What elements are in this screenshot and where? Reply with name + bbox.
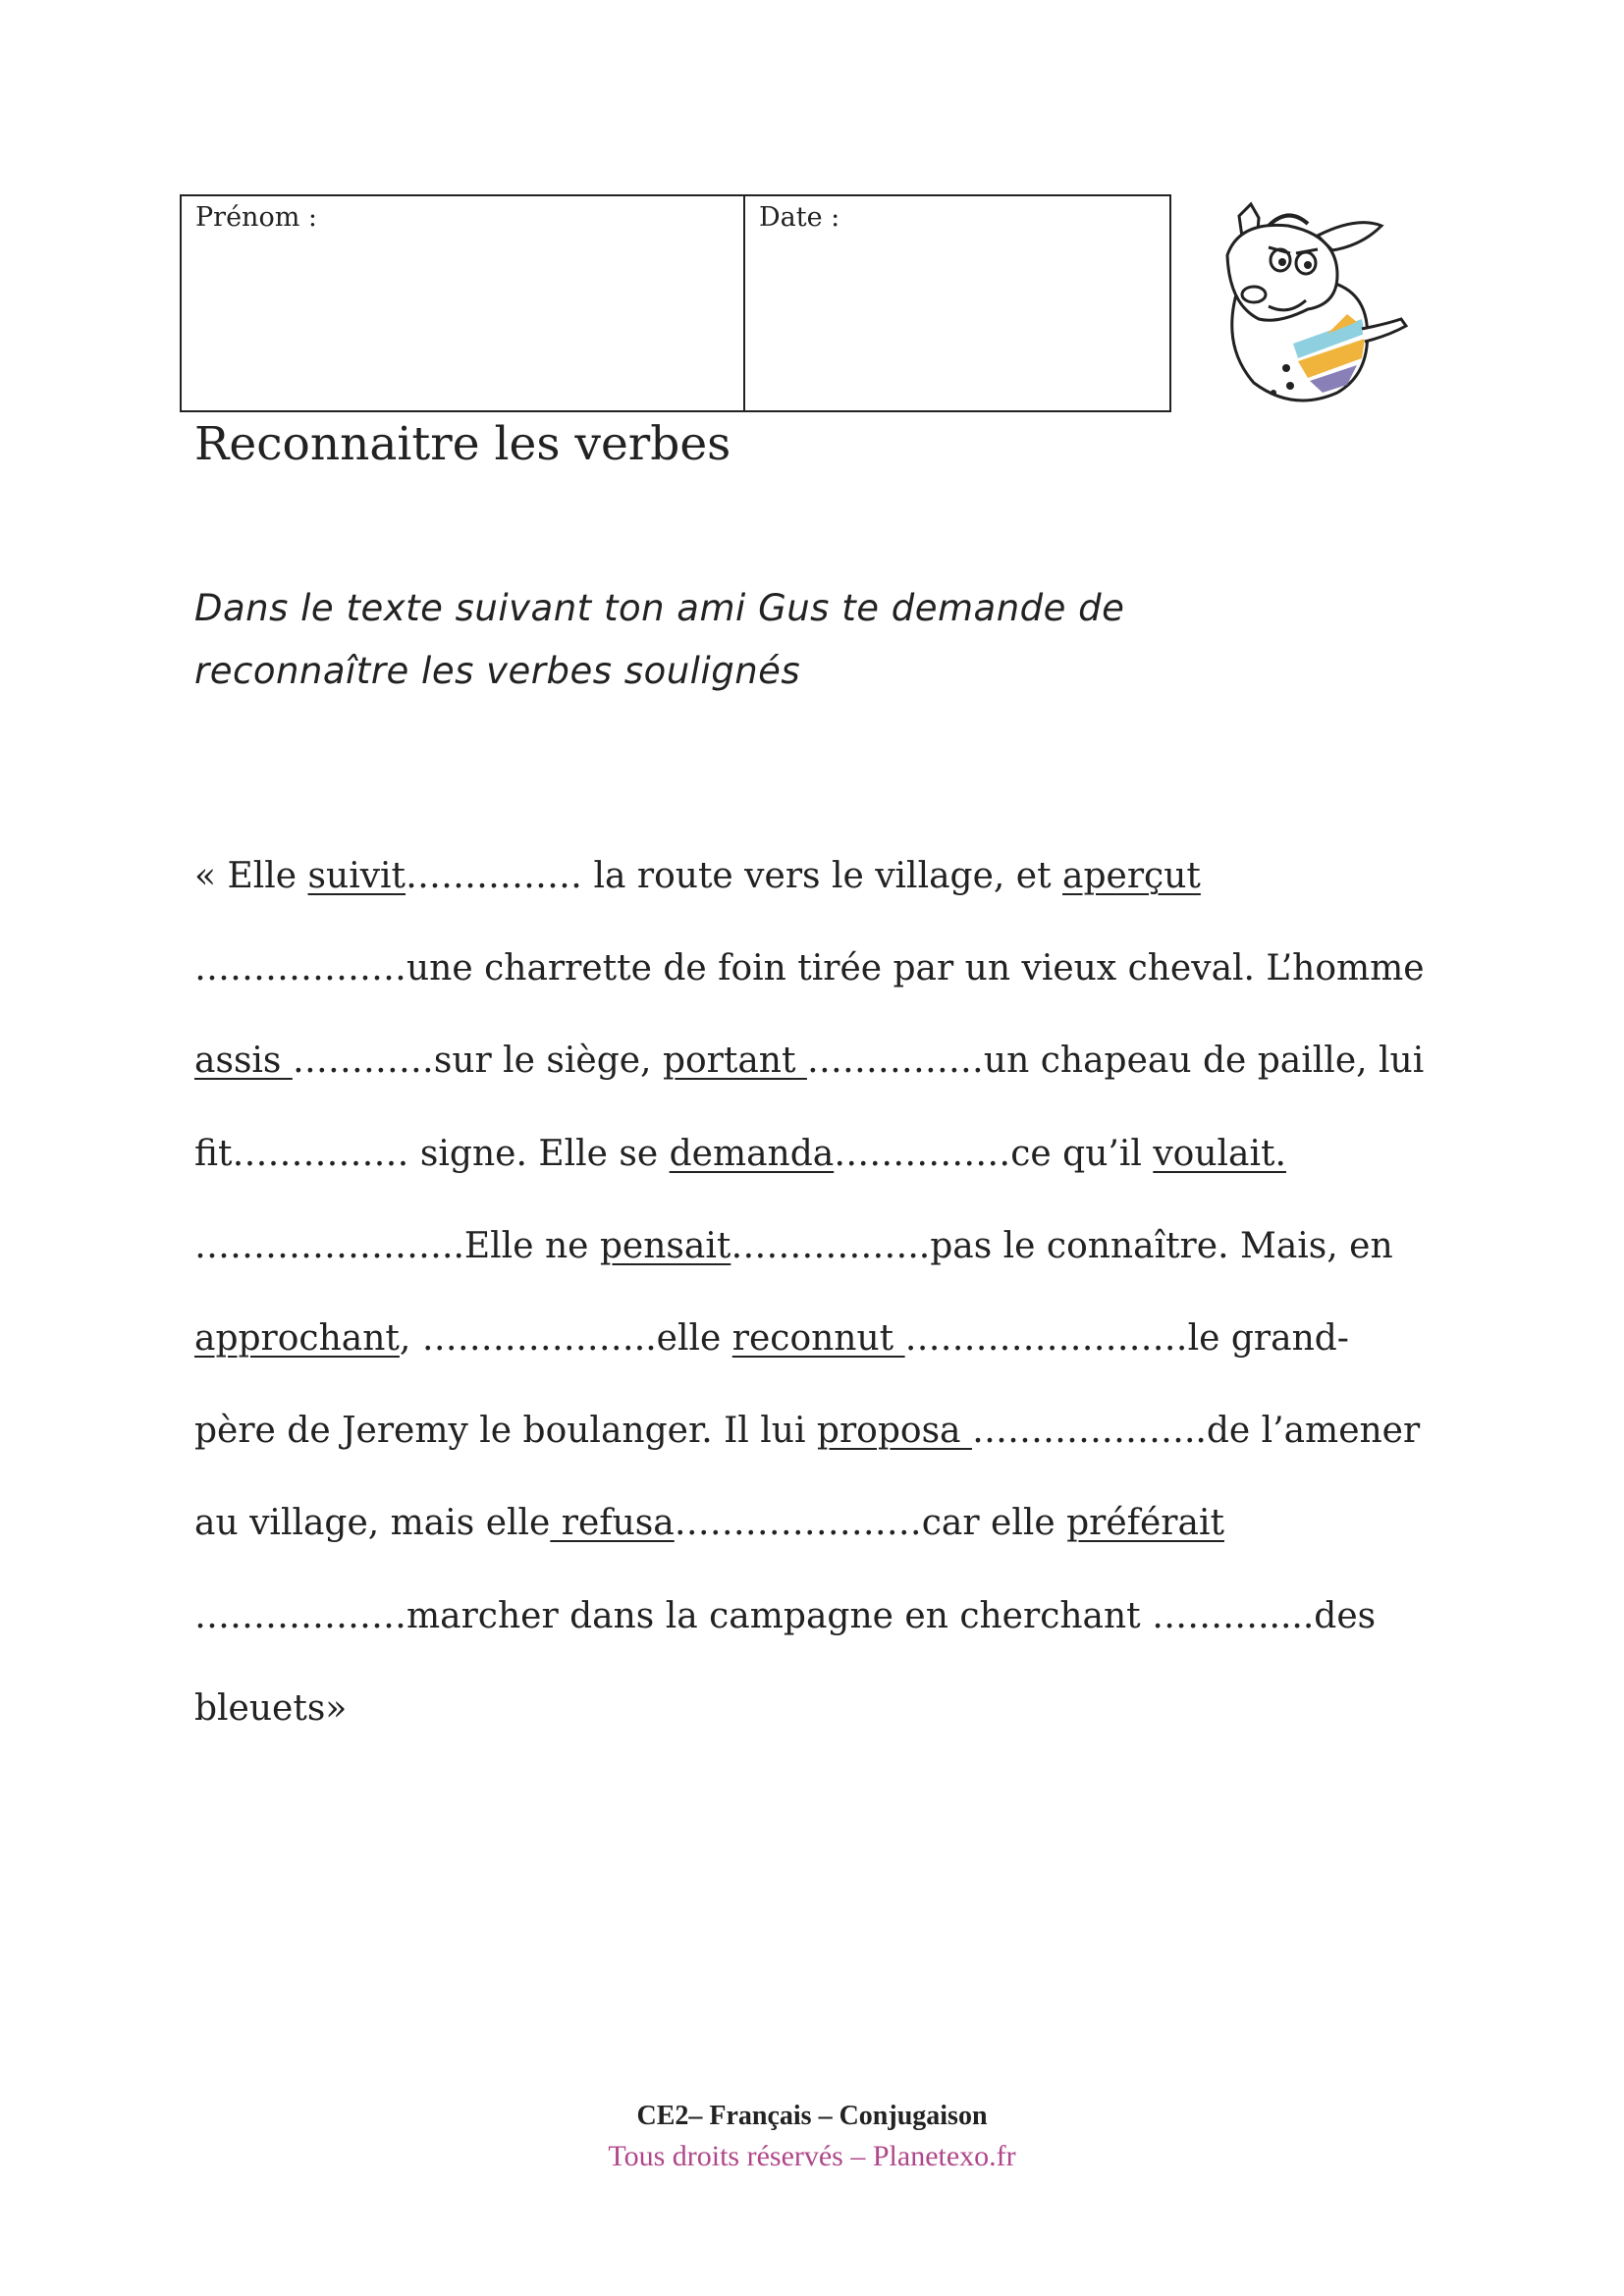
answer-blank[interactable]: ………………marcher dans la campagne en cherchant ……….....des	[194, 1595, 1377, 1636]
underlined-verb: proposa	[816, 1411, 972, 1452]
text-line-1	[194, 830, 1471, 923]
exercise-text	[194, 830, 1471, 1755]
date-label: Date :	[759, 202, 840, 233]
answer-blank[interactable]: ……………ce qu’il	[834, 1133, 1154, 1174]
text-line-8	[194, 1477, 1471, 1570]
underlined-verb: portant	[662, 1041, 807, 1082]
underlined-verb: demanda	[669, 1133, 835, 1174]
underlined-verb: voulait.	[1153, 1133, 1286, 1174]
footer-copyright: Tous droits réservés – Planetexo.fr	[608, 2140, 1016, 2172]
text-fragment: bleuets»	[194, 1687, 348, 1729]
footer-course-label: CE2– Français – Conjugaison	[636, 2101, 988, 2131]
answer-blank[interactable]: ………………..de l’amener	[971, 1411, 1421, 1452]
text-line-7	[194, 1385, 1471, 1477]
answer-blank[interactable]: …………………car elle	[674, 1503, 1067, 1544]
answer-blank[interactable]: ……………un chapeau de paille, lui	[806, 1041, 1425, 1082]
underlined-verb: refusa	[550, 1503, 675, 1544]
text-line-6	[194, 1293, 1471, 1385]
text-line-10	[194, 1663, 1471, 1755]
answer-blank[interactable]: fit…………… signe. Elle se	[194, 1133, 670, 1174]
date-field[interactable]	[745, 196, 1169, 410]
text-line-9	[194, 1571, 1471, 1663]
text-fragment: « Elle	[194, 856, 308, 896]
text-line-3	[194, 1015, 1471, 1107]
answer-blank[interactable]: ………………une charrette de foin tirée par un vieux cheval. L’homme	[194, 948, 1425, 989]
underlined-verb: approchant	[194, 1318, 400, 1360]
underlined-verb: assis	[194, 1041, 293, 1082]
name-label: Prénom :	[195, 202, 317, 233]
answer-blank[interactable]: …………… la route vers le village, et	[406, 856, 1063, 896]
student-info-box	[180, 194, 1171, 412]
text-line-2	[194, 923, 1471, 1015]
answer-blank[interactable]: ……………………le grand-	[904, 1318, 1349, 1360]
text-fragment: père de Jeremy le boulanger. Il lui	[194, 1411, 817, 1452]
answer-blank[interactable]: ……………..pas le connaître. Mais, en	[731, 1225, 1393, 1266]
page-title: Reconnaitre les verbes	[194, 417, 731, 471]
underlined-verb: préférait	[1066, 1503, 1224, 1544]
instruction-text: Dans le texte suivant ton ami Gus te demande de reconnaître les verbes soulignés	[194, 587, 1125, 692]
text-line-4	[194, 1108, 1471, 1201]
underlined-verb: pensait	[599, 1225, 731, 1266]
text-line-5	[194, 1201, 1471, 1293]
underlined-verb: reconnut	[731, 1318, 905, 1360]
answer-blank[interactable]: …………………..Elle ne	[194, 1225, 600, 1266]
answer-blank[interactable]: …………sur le siège,	[292, 1041, 663, 1082]
text-fragment: au village, mais elle	[194, 1503, 551, 1544]
underlined-verb: suivit	[307, 856, 406, 896]
underlined-verb: aperçut	[1062, 856, 1201, 896]
gus-mascot-illustration	[1200, 196, 1416, 417]
name-field[interactable]	[182, 196, 745, 410]
answer-blank[interactable]: , ………………..elle	[399, 1318, 732, 1360]
